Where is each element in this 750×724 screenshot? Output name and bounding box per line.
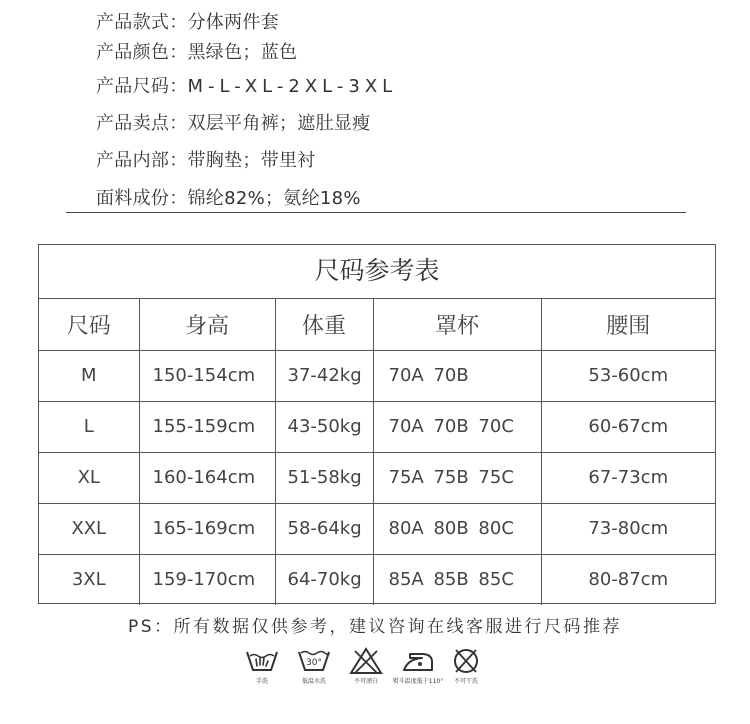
ps-note: PS：所有数据仅供参考，建议咨询在线客服进行尺码推荐 [127,617,623,637]
spec-value: 锦纶82%；氨纶18% [187,188,361,209]
size-table-title: 尺码参考表 [39,245,715,299]
spec-key: 产品卖点： [96,113,188,134]
cell-cup: 85A 85B 85C [373,554,541,605]
spec-sizes [96,72,397,98]
cell-waist: 73-80cm [541,503,715,554]
cell-waist: 67-73cm [541,452,715,503]
care-label: 不可漂白 [353,678,378,685]
size-table-grid [39,299,715,605]
cell-size: M [39,350,139,401]
spec-fabric [96,184,361,210]
spec-style [96,8,279,34]
spec-key: 产品内部： [96,150,188,171]
spec-divider [66,212,686,213]
cell-height: 155-159cm [139,401,275,452]
cell-size: XXL [39,503,139,554]
cell-weight: 64-70kg [275,554,373,605]
care-label: 手洗 [255,678,268,685]
hand-wash-icon [232,646,292,676]
care-no-dry-clean [436,646,496,686]
header-cup: 罩杯 [373,299,541,350]
care-hand-wash [232,646,292,686]
spec-value: M-L-XL-2XL-3XL [187,76,398,97]
table-header-row [39,299,715,350]
table-row [39,554,715,605]
cell-cup: 70A 70B 70C [373,401,541,452]
cell-weight: 43-50kg [275,401,373,452]
cell-waist: 60-67cm [541,401,715,452]
cell-height: 160-164cm [139,452,275,503]
header-waist: 腰围 [541,299,715,350]
cell-cup: 70A 70B [373,350,541,401]
size-table [38,244,716,604]
table-row [39,503,715,554]
spec-value: 分体两件套 [187,12,279,33]
no-bleach-icon [336,646,396,676]
wash-temp-text: 30° [306,658,322,668]
cell-weight: 51-58kg [275,452,373,503]
header-size: 尺码 [39,299,139,350]
cell-size: XL [39,452,139,503]
spec-color [96,38,297,64]
care-low-temp-wash [284,646,344,686]
spec-value: 带胸垫；带里衬 [187,150,316,171]
care-label: 不可干洗 [453,678,478,685]
spec-value: 双层平角裤；遮肚显瘦 [187,113,371,134]
low-temp-wash-icon [284,646,344,676]
cell-height: 165-169cm [139,503,275,554]
care-label: 熨斗温度低于110° [392,678,444,685]
table-row [39,452,715,503]
cell-weight: 37-42kg [275,350,373,401]
header-height: 身高 [139,299,275,350]
care-no-bleach [336,646,396,686]
header-weight: 体重 [275,299,373,350]
spec-value: 黑绿色；蓝色 [187,42,298,63]
cell-size: L [39,401,139,452]
table-row [39,401,715,452]
spec-key: 产品颜色： [96,42,188,63]
spec-selling-point [96,109,371,135]
spec-key: 面料成份： [96,188,188,209]
spec-key: 产品尺码： [96,76,188,97]
no-dry-clean-icon [436,646,496,676]
spec-key: 产品款式： [96,12,188,33]
cell-waist: 80-87cm [541,554,715,605]
cell-height: 159-170cm [139,554,275,605]
care-label: 低温水洗 [301,678,326,685]
cell-size: 3XL [39,554,139,605]
cell-cup: 80A 80B 80C [373,503,541,554]
cell-weight: 58-64kg [275,503,373,554]
cell-waist: 53-60cm [541,350,715,401]
cell-cup: 75A 75B 75C [373,452,541,503]
cell-height: 150-154cm [139,350,275,401]
table-row [39,350,715,401]
spec-interior [96,146,316,172]
